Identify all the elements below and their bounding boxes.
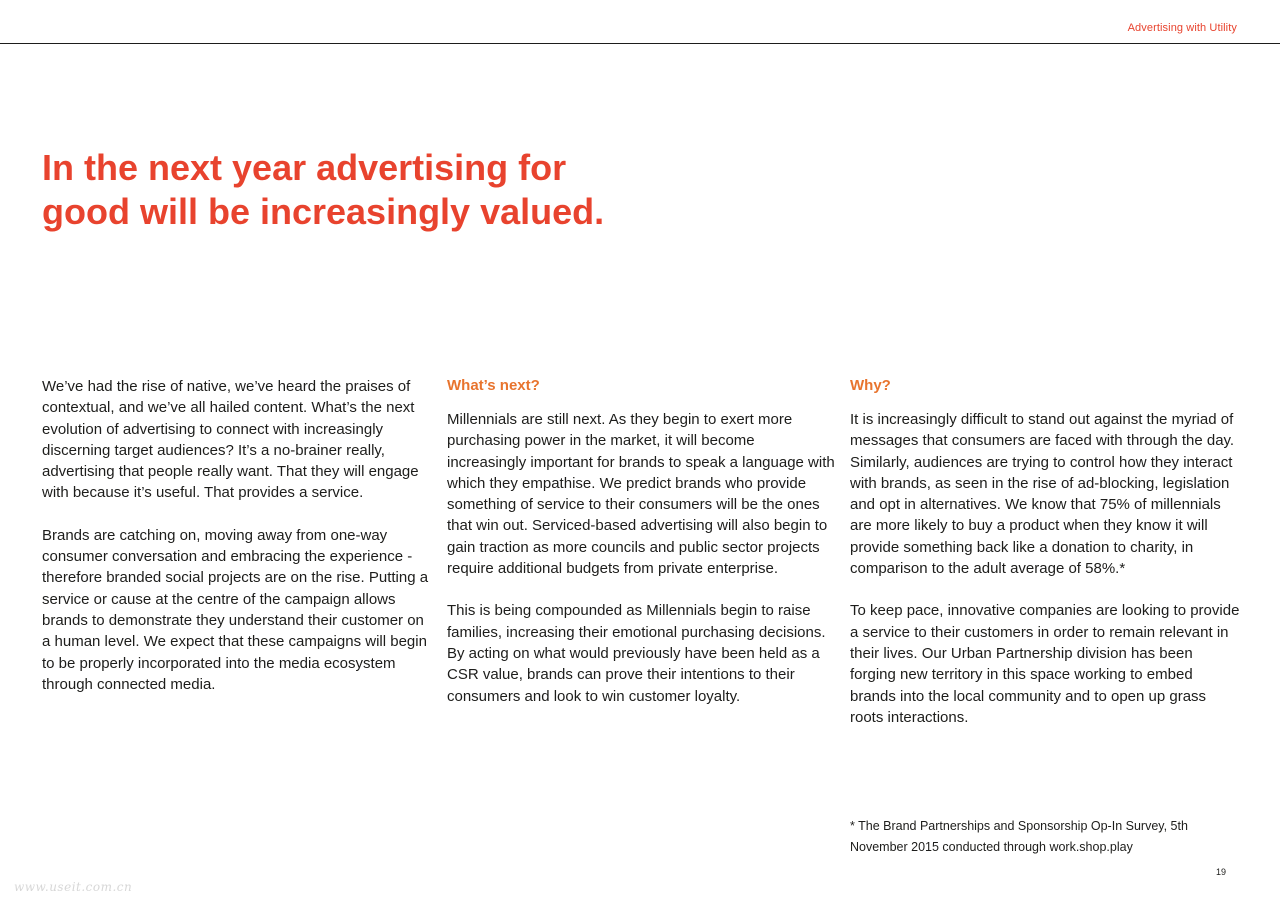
header-divider	[0, 43, 1280, 44]
whats-next-heading: What’s next?	[447, 377, 540, 394]
page-headline	[42, 146, 742, 234]
running-header: Advertising with Utility	[1127, 22, 1237, 34]
column-why	[850, 376, 1242, 749]
watermark: www.useit.com.cn	[14, 880, 133, 894]
why-heading: Why?	[850, 377, 891, 394]
why-paragraph-2: To keep pace, innovative companies are looking to provide a service to their customers in order to remain relevant in their lives. Our Urban Partnership division has been forging new territory in this space working to embed brands into the local community and to open up grass roots interactions.	[850, 602, 1240, 726]
column-intro	[42, 376, 430, 716]
footnote: * The Brand Partnerships and Sponsorship Op-In Survey, 5th November 2015 conducted through work.shop.play	[850, 819, 1188, 854]
headline-line-2: good will be increasingly valued.	[42, 191, 605, 232]
whats-next-paragraph-1: Millennials are still next. As they begin to exert more purchasing power in the market, it will become increasingly important for brands to speak a language with which they empathise. We predict brands who provide something of service to their consumers will be the ones that win out. Serviced-based advertising will also begin to gain traction as more councils and public sector projects require additional budgets from private enterprise.	[447, 411, 835, 578]
headline-line-1: In the next year advertising for	[42, 147, 567, 188]
whats-next-paragraph-2: This is being compounded as Millennials begin to raise families, increasing their emotional purchasing decisions. By acting on what would previously have been held as a CSR value, brands can prove their intentions to their consumers and look to win customer loyalty.	[447, 602, 826, 705]
page-number: 19	[1215, 867, 1226, 877]
intro-paragraph-2: Brands are catching on, moving away from one-way consumer conversation and embracing the experience - therefore branded social projects are on the rise. Putting a service or cause at the centre of the campaign allows brands to demonstrate they understand their customer on a human level. We expect that these campaigns will begin to be properly incorporated into the media ecosystem through connected media.	[42, 526, 429, 693]
intro-paragraph-1: We’ve had the rise of native, we’ve heard the praises of contextual, and we’ve all hailed content. What’s the next evolution of advertising to connect with increasingly discerning target audiences? It’s a no-brainer really, advertising that people really want. That they will engage with because it’s useful. That provides a service.	[42, 378, 419, 502]
column-whats-next	[447, 376, 835, 728]
why-paragraph-1: It is increasingly difficult to stand out against the myriad of messages that consumers are faced with through the day. Similarly, audiences are trying to control how they interact with brands, as seen in the rise of ad-blocking, legislation and opt in alternatives. We know that 75% of millennials are more likely to buy a product when they know it will provide something back like a donation to charity, in comparison to the adult average of 58%.*	[850, 411, 1235, 578]
